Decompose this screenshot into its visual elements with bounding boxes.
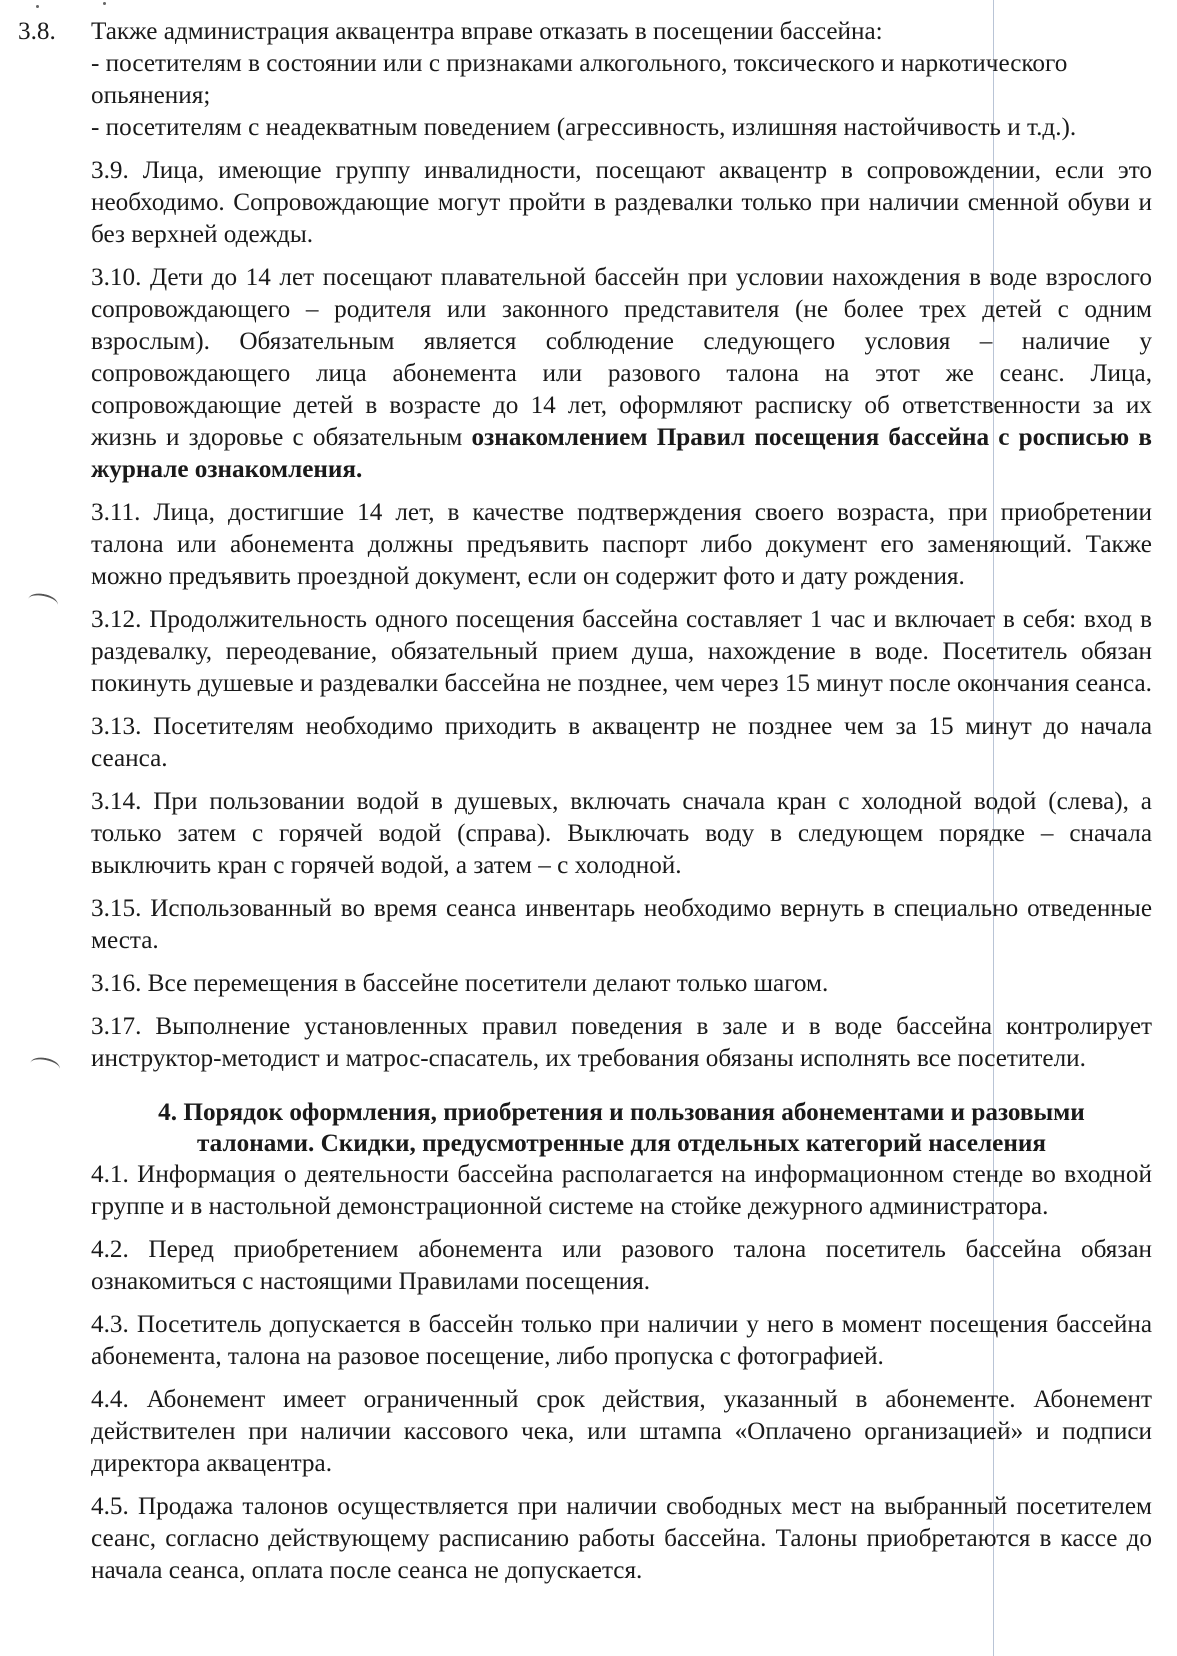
item-4-2: 4.2. Перед приобретением абонемента или разового талона посетитель бассейна обязан ознакомиться с настоящими Правилами посещения. — [91, 1236, 1152, 1295]
item-number: 3.8. — [18, 18, 56, 45]
scan-speck — [36, 5, 39, 8]
item-4-1: 4.1. Информация о деятельности бассейна располагается на информационном стенде во входной группе и в настольной демонстрационной системе на стойке дежурного администратора. — [91, 1161, 1152, 1220]
item-3-14: 3.14. При пользовании водой в душевых, включать сначала кран с холодной водой (слева), а только затем с горячей водой (справа). Выключать воду в следующем порядке – сначала выключить кран с горячей водой, а затем – с холодной. — [91, 788, 1152, 879]
item-3-11: 3.11. Лица, достигшие 14 лет, в качестве подтверждения своего возраста, при приобретении талона или абонемента должны предъявить паспорт либо документ его заменяющий. Также можно предъявить проездной документ, если он содержит фото и дату рождения. — [91, 499, 1152, 590]
item-4-3: 4.3. Посетитель допускается в бассейн только при наличии у него в момент посещения бассейна абонемента, талона на разовое посещение, либо пропуска с фотографией. — [91, 1311, 1152, 1370]
scan-speck — [103, 2, 106, 5]
item-3-8-line: - посетителям в состоянии или с признаками алкогольного, токсического и наркотического опьянения; — [91, 50, 1068, 109]
section-4-heading — [91, 1097, 1152, 1159]
item-3-8-line: Также администрация аквацентра вправе отказать в посещении бассейна: — [91, 18, 883, 45]
scan-hole-mark — [29, 1055, 62, 1077]
item-3-13: 3.13. Посетителям необходимо приходить в аквацентр не позднее чем за 15 минут до начала сеанса. — [91, 713, 1152, 772]
item-3-17: 3.17. Выполнение установленных правил поведения в зале и в воде бассейна контролирует инструктор-методист и матрос-спасатель, их требования обязаны исполнять все посетители. — [91, 1013, 1152, 1072]
section-4-heading-line: 4. Порядок оформления, приобретения и пользования абонементами и разовыми — [158, 1099, 1085, 1126]
item-3-8 — [18, 16, 1152, 144]
item-4-4: 4.4. Абонемент имеет ограниченный срок действия, указанный в абонементе. Абонемент действителен при наличии кассового чека, или штампа «Оплачено организацией» и подписи директора аквацентра. — [91, 1386, 1152, 1477]
item-4-5: 4.5. Продажа талонов осуществляется при наличии свободных мест на выбранный посетителем сеанс, согласно действующему расписанию работы бассейна. Талоны приобретаются в кассе до начала сеанса, оплата после сеанса не допускается. — [91, 1493, 1152, 1584]
item-3-9: 3.9. Лица, имеющие группу инвалидности, посещают аквацентр в сопровождении, если это необходимо. Сопровождающие могут пройти в раздевалки только при наличии сменной обуви и без верхней одежды. — [91, 157, 1152, 248]
scan-hole-mark — [27, 591, 60, 613]
section-4-heading-line: талонами. Скидки, предусмотренные для отдельных категорий населения — [196, 1130, 1047, 1157]
item-3-10-bold: ознакомлением Правил посещения бассейна с росписью в журнале ознакомления. — [91, 424, 1152, 483]
item-3-15: 3.15. Использованный во время сеанса инвентарь необходимо вернуть в специально отведенные места. — [91, 895, 1152, 954]
document-body — [18, 16, 1152, 1598]
item-3-10-text: 3.10. Дети до 14 лет посещают плавательной бассейн при условии нахождения в воде взрослого сопровождающего – родителя или законного представителя (не более трех детей с одним взрослым). Обязательным является соблюдение следующего условия – наличие у сопровождающего лица абонемента или разового талона на этот же сеанс. Лица, сопровождающие детей в возрасте до 14 лет, оформляют расписку об ответственности за их жизнь и здоровье с обязательным — [91, 264, 1152, 451]
item-3-10 — [91, 262, 1152, 486]
item-3-16: 3.16. Все перемещения в бассейне посетители делают только шагом. — [91, 970, 829, 997]
item-3-12: 3.12. Продолжительность одного посещения бассейна составляет 1 час и включает в себя: вход в раздевалку, переодевание, обязательный прием душа, нахождение в воде. Посетитель обязан покинуть душевые и раздевалки бассейна не позднее, чем через 15 минут после окончания сеанса. — [91, 606, 1152, 697]
item-3-8-line: - посетителям с неадекватным поведением (агрессивность, излишняя настойчивость и т.д.). — [91, 114, 1077, 141]
